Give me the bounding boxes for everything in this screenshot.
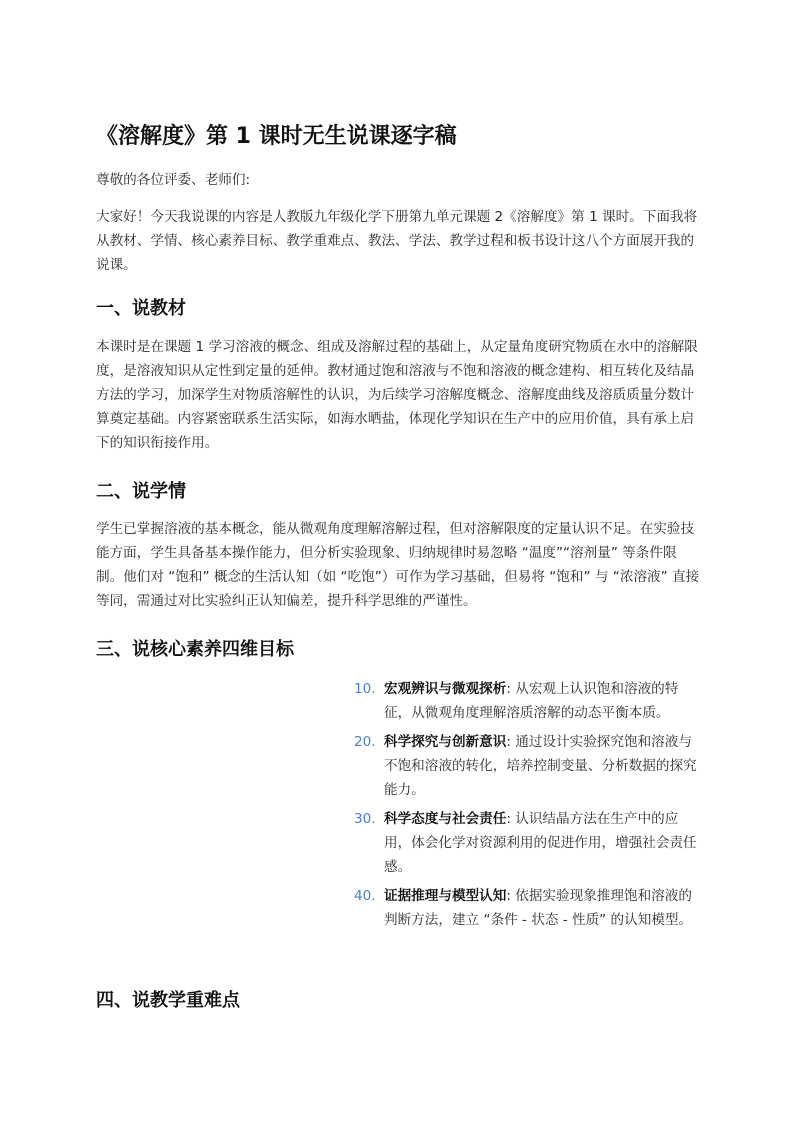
goal-text: 通过设计实验探究饱和溶液与不饱和溶液的转化，培养控制变量、分析数据的探究能力。 xyxy=(384,734,697,798)
document-title: 《溶解度》第 1 课时无生说课逐字稿 xyxy=(96,124,457,149)
list-item-body xyxy=(370,677,699,725)
section-paragraph-learners: 学生已掌握溶液的基本概念，能从微观角度理解溶解过程，但对溶解限度的定量认识不足。在实验技能方面，学生具备基本操作能力，但分析实验现象、归纳规律时易忽略 “温度”“溶剂量” 等条件限制。他们对 “饱和” 概念的生活认知（如 “吃饱”）可作为学习基础，但易将 “饱和” 与 “浓溶液” 直接等同，需通过对比实验纠正认知偏差，提升科学思维的严谨性。 xyxy=(96,521,700,609)
list-item-body xyxy=(370,807,699,879)
list-item xyxy=(354,807,699,879)
greeting-text: 尊敬的各位评委、老师们: xyxy=(96,172,251,188)
goal-term: 证据推理与模型认知 xyxy=(384,888,507,904)
list-item-number: 10. xyxy=(354,681,376,697)
goal-term: 科学探究与创新意识 xyxy=(384,734,507,750)
list-item-number: 30. xyxy=(354,811,376,827)
list-item xyxy=(354,884,699,932)
goal-separator: : xyxy=(506,734,516,750)
section-paragraph-textbook: 本课时是在课题 1 学习溶液的概念、组成及溶解过程的基础上，从定量角度研究物质在水中的溶解限度，是溶液知识从定性到定量的延伸。教材通过饱和溶液与不饱和溶液的概念建构、相互转化及结晶方法的学习，加深学生对物质溶解性的认识，为后续学习溶解度概念、溶解度曲线及溶质质量分数计算奠定基础。内容紧密联系生活实际，如海水晒盐，体现化学知识在生产中的应用价值，具有承上启下的知识衔接作用。 xyxy=(96,339,698,451)
intro-paragraph: 大家好！今天我说课的内容是人教版九年级化学下册第九单元课题 2《溶解度》第 1 课时。下面我将从教材、学情、核心素养目标、教学重难点、教法、学法、教学过程和板书设计这八个方面展开我的说课。 xyxy=(96,209,698,273)
goal-term: 宏观辨识与微观探析 xyxy=(384,681,507,697)
goals-list xyxy=(354,677,699,937)
section-heading-key-points: 四、说教学重难点 xyxy=(96,990,240,1011)
goal-separator: : xyxy=(506,811,516,827)
section-heading-goals: 三、说核心素养四维目标 xyxy=(96,639,294,660)
list-item-number: 20. xyxy=(354,734,376,750)
section-heading-learners: 二、说学情 xyxy=(96,481,186,502)
list-item-body xyxy=(370,730,699,802)
list-item xyxy=(354,730,699,802)
goal-separator: : xyxy=(506,681,516,697)
list-item-number: 40. xyxy=(354,888,376,904)
section-heading-textbook: 一、说教材 xyxy=(96,298,186,319)
goal-term: 科学态度与社会责任 xyxy=(384,811,507,827)
goal-text: 从宏观上认识饱和溶液的特征，从微观角度理解溶质溶解的动态平衡本质。 xyxy=(384,681,679,721)
list-item-body xyxy=(370,884,699,932)
goal-separator: : xyxy=(506,888,516,904)
goal-text: 依据实验现象推理饱和溶液的判断方法，建立 “条件 - 状态 - 性质” 的认知模型。 xyxy=(384,888,693,928)
list-item xyxy=(354,677,699,725)
goal-text: 认识结晶方法在生产中的应用，体会化学对资源利用的促进作用，增强社会责任感。 xyxy=(384,811,697,875)
